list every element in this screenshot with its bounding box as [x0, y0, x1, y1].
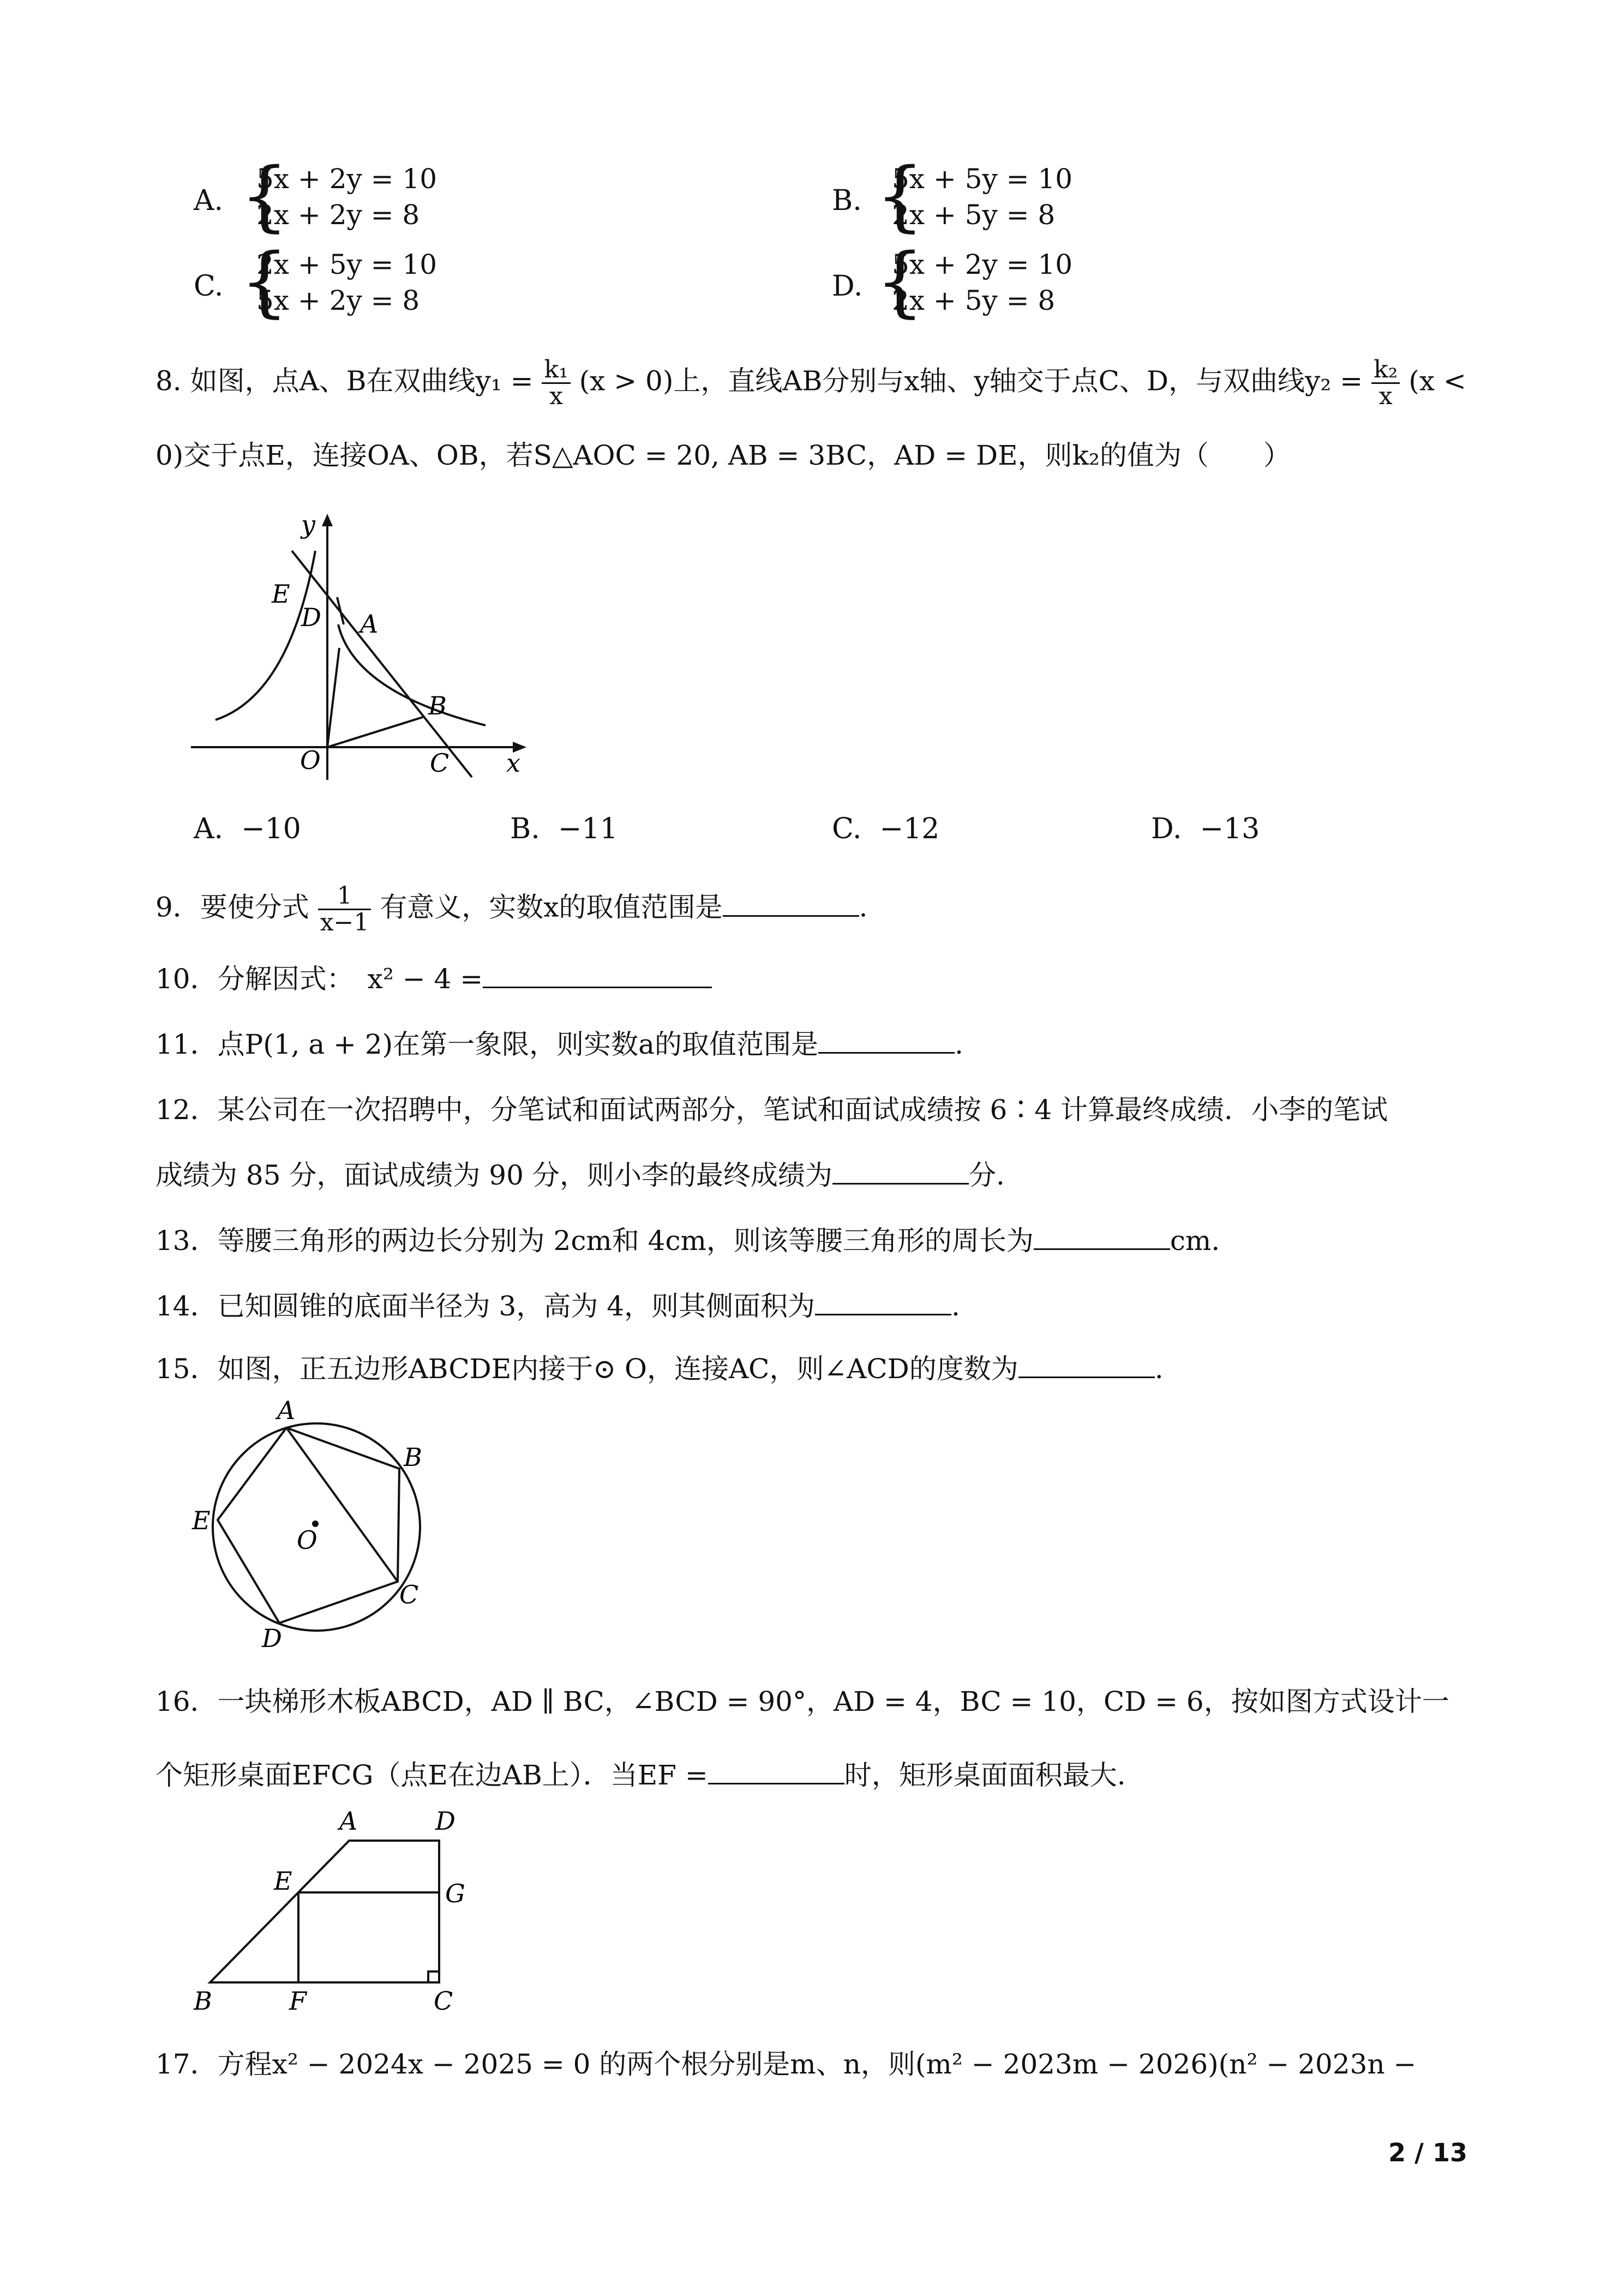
q8-segment-ob: [327, 717, 423, 747]
q16-label-e: E: [274, 1866, 292, 1896]
q7-option-c-label: C.: [194, 270, 224, 303]
q8-label-y: y: [301, 510, 315, 539]
q9-prefix: 9．要使分式: [155, 891, 309, 923]
q17: 17．方程x² − 2024x − 2025 = 0 的两个根分别是m、n，则(m² − 2023m − 2026)(n² − 2023n −: [155, 2048, 1417, 2080]
q12-answer-blank[interactable]: [832, 1159, 969, 1185]
q7-option-b-eq2: 2x + 5y = 8: [892, 199, 1056, 231]
q14-answer-blank[interactable]: [815, 1290, 951, 1315]
q13-text: 13．等腰三角形的两边长分别为 2cm和 4cm，则该等腰三角形的周长为: [155, 1225, 1034, 1257]
q10-text: 10．分解因式： x² − 4 =: [155, 963, 483, 995]
q8-text-a: 8. 如图，点A、B在双曲线y₁ =: [155, 365, 534, 397]
q8-fraction-k2-den: x: [1379, 382, 1393, 410]
q7-option-b-eq1: 5x + 5y = 10: [892, 163, 1073, 195]
q14-text: 14．已知圆锥的底面半径为 3，高为 4，则其侧面积为: [155, 1290, 816, 1322]
q7-option-d-system: [892, 247, 1072, 318]
q7-option-c-brace: {: [240, 237, 289, 326]
q15-label-o: O: [297, 1525, 317, 1555]
q12-line1: 12．某公司在一次招聘中，分笔试和面试两部分，笔试和面试成绩按 6∶4 计算最终成绩．小李的笔试: [155, 1094, 1388, 1126]
q10: [155, 963, 712, 995]
q8-option-d: [1151, 813, 1260, 845]
q8-option-c: [832, 813, 939, 845]
q8-label-x: x: [506, 748, 520, 778]
q12-line2: [155, 1159, 1005, 1192]
q7-option-b-system: [892, 161, 1072, 233]
q15-label-d: D: [262, 1624, 282, 1653]
q8-option-b-label: B.: [510, 813, 540, 845]
q7-option-a-system: [256, 161, 437, 233]
q16-end: 时，矩形桌面面积最大.: [844, 1759, 1126, 1791]
q12-end: 分.: [968, 1159, 1005, 1191]
q16-label-c: C: [434, 1986, 453, 2016]
q8-option-a-label: A.: [194, 813, 224, 845]
q7-option-c-eq1: 2x + 5y = 10: [256, 249, 438, 280]
q16-label-a: A: [339, 1806, 358, 1836]
q8-label-a: A: [360, 609, 379, 639]
q16-label-b: B: [194, 1986, 212, 2016]
q8-label-e: E: [272, 579, 290, 609]
q7-option-d-eq2: 2x + 5y = 8: [892, 285, 1056, 316]
q16-label-d: D: [435, 1806, 456, 1836]
q8-y-axis-arrow: [322, 514, 333, 526]
q8-text-b: (x > 0)上，直线AB分别与x轴、y轴交于点C、D，与双曲线y₂ =: [579, 365, 1363, 397]
q13: [155, 1224, 1220, 1257]
q8-label-b: B: [428, 691, 447, 720]
q7-option-a-eq2: 2x + 2y = 8: [256, 199, 420, 231]
q9-suffix: 有意义，实数x的取值范围是: [380, 891, 723, 923]
q15-label-c: C: [399, 1580, 419, 1609]
q11-end: .: [955, 1029, 963, 1060]
q8-option-c-value: −12: [879, 813, 940, 845]
q8-option-d-value: −13: [1200, 813, 1260, 845]
q9-fraction-den: x−1: [320, 909, 369, 936]
q11-text: 11．点P(1, a + 2)在第一象限，则实数a的取值范围是: [155, 1029, 818, 1060]
q8-option-a: [194, 813, 301, 845]
q15: [155, 1353, 1164, 1385]
q7-option-a-label: A.: [194, 184, 224, 217]
q16-answer-blank[interactable]: [708, 1759, 844, 1784]
q8-option-d-label: D.: [1151, 813, 1182, 845]
q15-label-a: A: [277, 1396, 296, 1425]
q8-fraction-k2: [1371, 357, 1400, 409]
q8-segment-oa: [327, 648, 339, 747]
q16-right-angle-mark: [428, 1972, 439, 1982]
q15-pentagon-figure: [185, 1396, 469, 1658]
q8-option-c-label: C.: [832, 813, 862, 845]
q8-line1: [155, 357, 1466, 409]
q15-text: 15．如图，正五边形ABCDE内接于⊙ O，连接AC，则∠ACD的度数为: [155, 1353, 1018, 1385]
q13-end: cm.: [1170, 1225, 1220, 1257]
q8-option-b-value: −11: [558, 813, 618, 845]
q8-line2: 0)交于点E，连接OA、OB，若S△AOC = 20, AB = 3BC，AD = DE，则k₂的值为（ ）: [155, 440, 1291, 471]
q16-label-g: G: [445, 1879, 465, 1908]
q14: [155, 1290, 960, 1323]
q11-answer-blank[interactable]: [818, 1028, 955, 1054]
q7-option-c-eq2: 5x + 2y = 8: [256, 285, 420, 316]
page-number: 2 / 13: [1388, 2138, 1467, 2167]
q16-label-f: F: [289, 1986, 307, 2016]
q8-fraction-k1: [542, 357, 570, 409]
q16-trapezoid-abcd: [210, 1841, 439, 1982]
q10-answer-blank[interactable]: [483, 963, 712, 988]
q7-option-d-eq1: 5x + 2y = 10: [892, 249, 1073, 280]
q7-option-b-label: B.: [832, 184, 862, 217]
q8-option-b: [510, 813, 618, 845]
q8-fraction-k1-num: k₁: [542, 357, 570, 384]
q8-curve-tick: [337, 597, 344, 624]
q9-end: .: [859, 891, 868, 923]
q16-trapezoid-figure: [185, 1805, 513, 2023]
q8-label-c: C: [430, 748, 450, 778]
q7-option-b-brace: {: [876, 152, 925, 241]
q9-fraction: [318, 883, 371, 935]
q9-fraction-num: 1: [318, 883, 371, 910]
q16-text: 个矩形桌面EFCG（点E在边AB上）．当EF =: [155, 1759, 708, 1791]
q16-line2: [155, 1759, 1126, 1792]
q15-end: .: [1154, 1353, 1164, 1385]
q13-answer-blank[interactable]: [1034, 1224, 1170, 1250]
q15-segment-ac: [286, 1428, 398, 1582]
q7-option-a-eq1: 5x + 2y = 10: [256, 163, 438, 195]
q8-hyperbola-left: [215, 551, 315, 720]
q8-hyperbola-right: [338, 624, 486, 725]
q8-option-a-value: −10: [241, 813, 301, 845]
q16-line1: 16．一块梯形木板ABCD，AD ∥ BC，∠BCD = 90°，AD = 4，BC = 10，CD = 6，按如图方式设计一: [155, 1686, 1449, 1717]
q11: [155, 1028, 963, 1061]
q8-label-o: O: [300, 746, 321, 775]
q8-line-ab: [292, 551, 472, 777]
q14-end: .: [951, 1290, 960, 1322]
q8-label-d: D: [301, 603, 321, 632]
q8-text-c: (x <: [1409, 365, 1466, 397]
q15-label-e: E: [192, 1506, 211, 1535]
q8-fraction-k1-den: x: [549, 382, 563, 410]
q15-answer-blank[interactable]: [1018, 1353, 1155, 1378]
q7-option-a-brace: {: [240, 152, 289, 241]
q9: [155, 883, 867, 935]
q8-hyperbola-figure: [180, 507, 551, 791]
q9-answer-blank[interactable]: [723, 891, 859, 917]
q8-fraction-k2-num: k₂: [1371, 357, 1400, 384]
q12-text: 成绩为 85 分，面试成绩为 90 分，则小李的最终成绩为: [155, 1159, 832, 1191]
q7-option-d-label: D.: [832, 270, 863, 303]
q7-option-d-brace: {: [876, 237, 925, 326]
q15-label-b: B: [404, 1442, 422, 1472]
q7-option-c-system: [256, 247, 437, 318]
